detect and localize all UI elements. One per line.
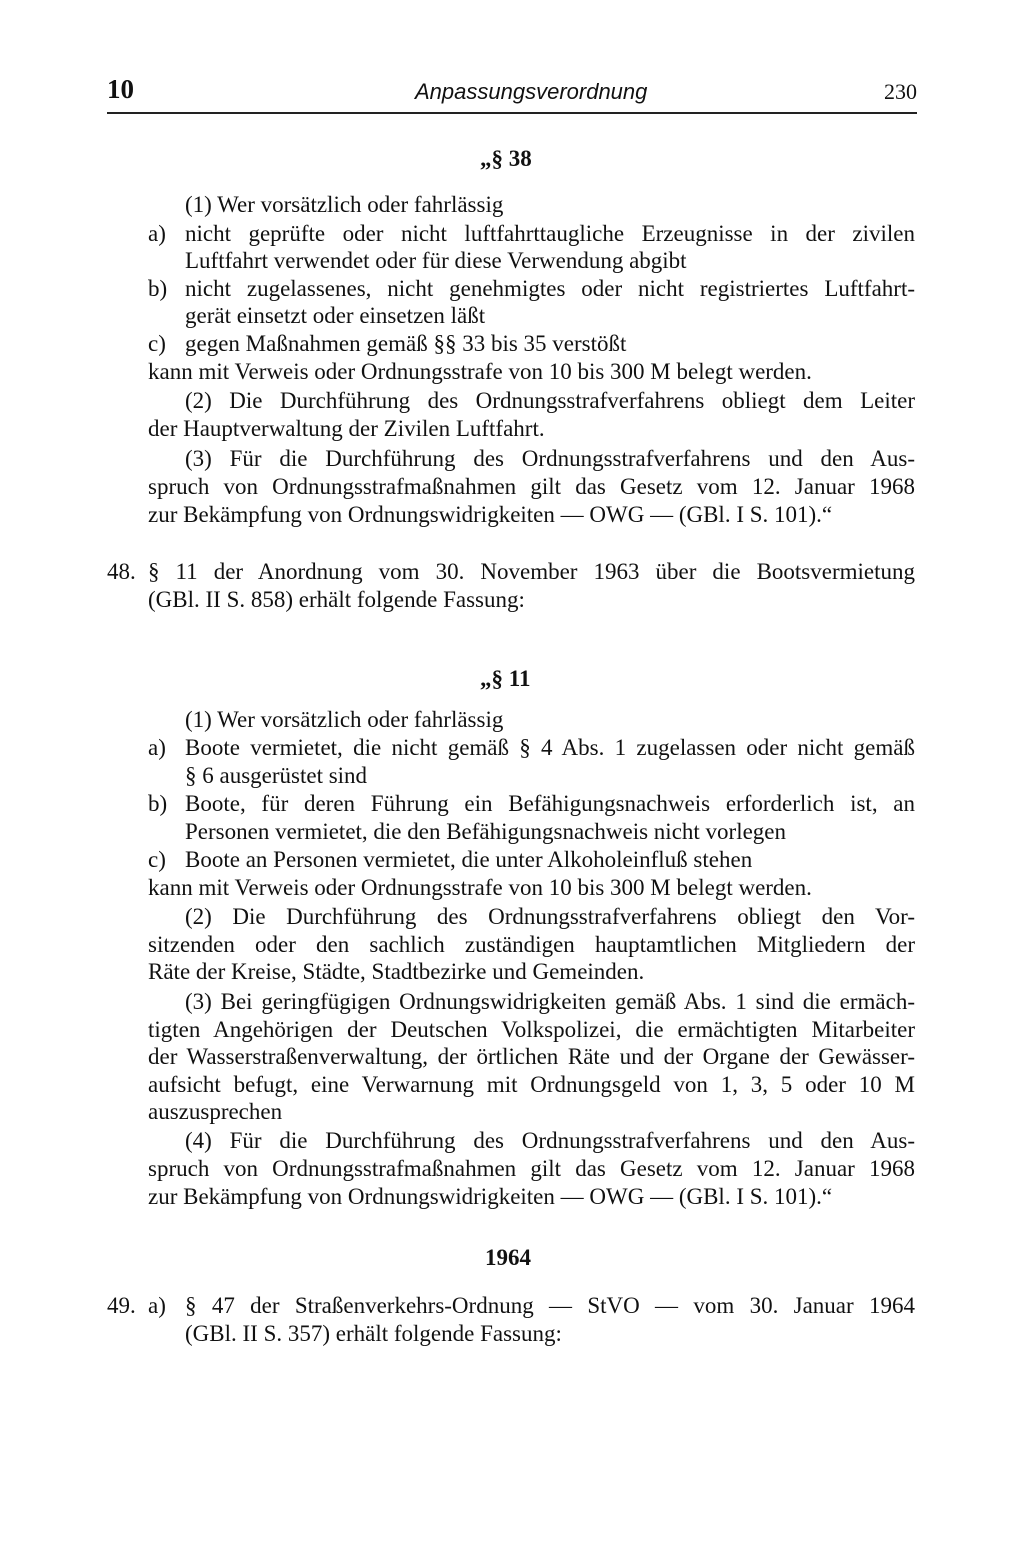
s38-a-line2: Luftfahrt verwendet oder für diese Verwendung abgibt xyxy=(185,248,687,273)
s38-p2-line2: der Hauptverwaltung der Zivilen Luftfahrt. xyxy=(148,416,545,441)
s38-p2-line1: (2) Die Durchführung des Ordnungsstrafverfahrens obliegt dem Leiter xyxy=(185,388,915,413)
s11-p2-line3: Räte der Kreise, Städte, Stadtbezirke und Gemeinden. xyxy=(148,959,645,984)
s38-b-line2: gerät einsetzt oder einsetzen läßt xyxy=(185,303,486,328)
s11-a-line1: Boote vermietet, die nicht gemäß § 4 Abs. 1 zugelassen oder nicht gemäß xyxy=(185,735,915,760)
s11-penalty: kann mit Verweis oder Ordnungsstrafe von 10 bis 300 M belegt werden. xyxy=(148,875,812,900)
item-48-number: 48. xyxy=(107,559,136,584)
header-page-number: 230 xyxy=(884,79,917,104)
s11-p3-line1: (3) Bei geringfügigen Ordnungswidrigkeiten gemäß Abs. 1 sind die ermäch- xyxy=(185,989,915,1014)
s11-p2-line1: (2) Die Durchführung des Ordnungsstrafverfahrens obliegt den Vor- xyxy=(185,904,915,929)
s11-c-label: c) xyxy=(148,847,166,872)
s38-p1-intro: (1) Wer vorsätzlich oder fahrlässig xyxy=(185,192,504,217)
item-49-line2: (GBl. II S. 357) erhält folgende Fassung: xyxy=(185,1321,562,1346)
s11-a-label: a) xyxy=(148,735,166,760)
s11-b-line1: Boote, für deren Führung ein Befähigungsnachweis erforderlich ist, an xyxy=(185,791,915,816)
s11-p3-line3: der Wasserstraßenverwaltung, der örtlichen Räte und der Organe der Gewässer- xyxy=(148,1044,915,1069)
year-heading: 1964 xyxy=(485,1245,531,1270)
s11-a-line2: § 6 ausgerüstet sind xyxy=(185,763,368,788)
s38-a-label: a) xyxy=(148,221,166,246)
s38-b-line1: nicht zugelassenes, nicht genehmigtes oder nicht registriertes Luftfahrt- xyxy=(185,276,915,301)
item-48-line1: § 11 der Anordnung vom 30. November 1963 über die Bootsvermietung xyxy=(148,559,915,584)
s11-p4-line1: (4) Für die Durchführung des Ordnungsstrafverfahrens und den Aus- xyxy=(185,1128,915,1153)
s11-p3-line2: tigten Angehörigen der Deutschen Volkspolizei, die ermächtigten Mitarbeiter xyxy=(148,1017,915,1042)
item-49-label: a) xyxy=(148,1293,166,1318)
header-title: Anpassungsverordnung xyxy=(415,79,648,104)
header-section-number: 10 xyxy=(107,74,134,104)
item-49-number: 49. xyxy=(107,1293,136,1318)
s38-b-label: b) xyxy=(148,276,168,301)
s11-p2-line2: sitzenden oder den sachlich zuständigen hauptamtlichen Mitgliedern der xyxy=(148,932,915,957)
s11-p4-line2: spruch von Ordnungsstrafmaßnahmen gilt das Gesetz vom 12. Januar 1968 xyxy=(148,1156,915,1181)
item-48-line2: (GBl. II S. 858) erhält folgende Fassung: xyxy=(148,587,525,612)
s11-p3-line5: auszusprechen xyxy=(148,1099,283,1124)
s11-p4-line3: zur Bekämpfung von Ordnungswidrigkeiten — OWG — (GBl. I S. 101).“ xyxy=(148,1184,833,1209)
s11-p3-line4: aufsicht befugt, eine Verwarnung mit Ordnungsgeld von 1, 3, 5 oder 10 M xyxy=(148,1072,915,1097)
s11-b-line2: Personen vermietet, die den Befähigungsnachweis nicht vorlegen xyxy=(185,819,787,844)
s38-penalty: kann mit Verweis oder Ordnungsstrafe von 10 bis 300 M belegt werden. xyxy=(148,359,812,384)
s38-c-label: c) xyxy=(148,331,166,356)
item-49-line1: § 47 der Straßenverkehrs-Ordnung — StVO — vom 30. Januar 1964 xyxy=(185,1293,915,1318)
s38-a-line1: nicht geprüfte oder nicht luftfahrttaugliche Erzeugnisse in der zivilen xyxy=(185,221,915,246)
section-11-heading: „§ 11 xyxy=(480,666,531,691)
s11-c-line1: Boote an Personen vermietet, die unter Alkoholeinfluß stehen xyxy=(185,847,753,872)
s38-c-line1: gegen Maßnahmen gemäß §§ 33 bis 35 verstößt xyxy=(185,331,627,356)
s11-p1-intro: (1) Wer vorsätzlich oder fahrlässig xyxy=(185,707,504,732)
s38-p3-line2: spruch von Ordnungsstrafmaßnahmen gilt das Gesetz vom 12. Januar 1968 xyxy=(148,474,915,499)
s38-p3-line3: zur Bekämpfung von Ordnungswidrigkeiten — OWG — (GBl. I S. 101).“ xyxy=(148,502,833,527)
section-38-heading: „§ 38 xyxy=(480,146,532,171)
s38-p3-line1: (3) Für die Durchführung des Ordnungsstrafverfahrens und den Aus- xyxy=(185,446,915,471)
page-header xyxy=(107,72,917,114)
s11-b-label: b) xyxy=(148,791,168,816)
